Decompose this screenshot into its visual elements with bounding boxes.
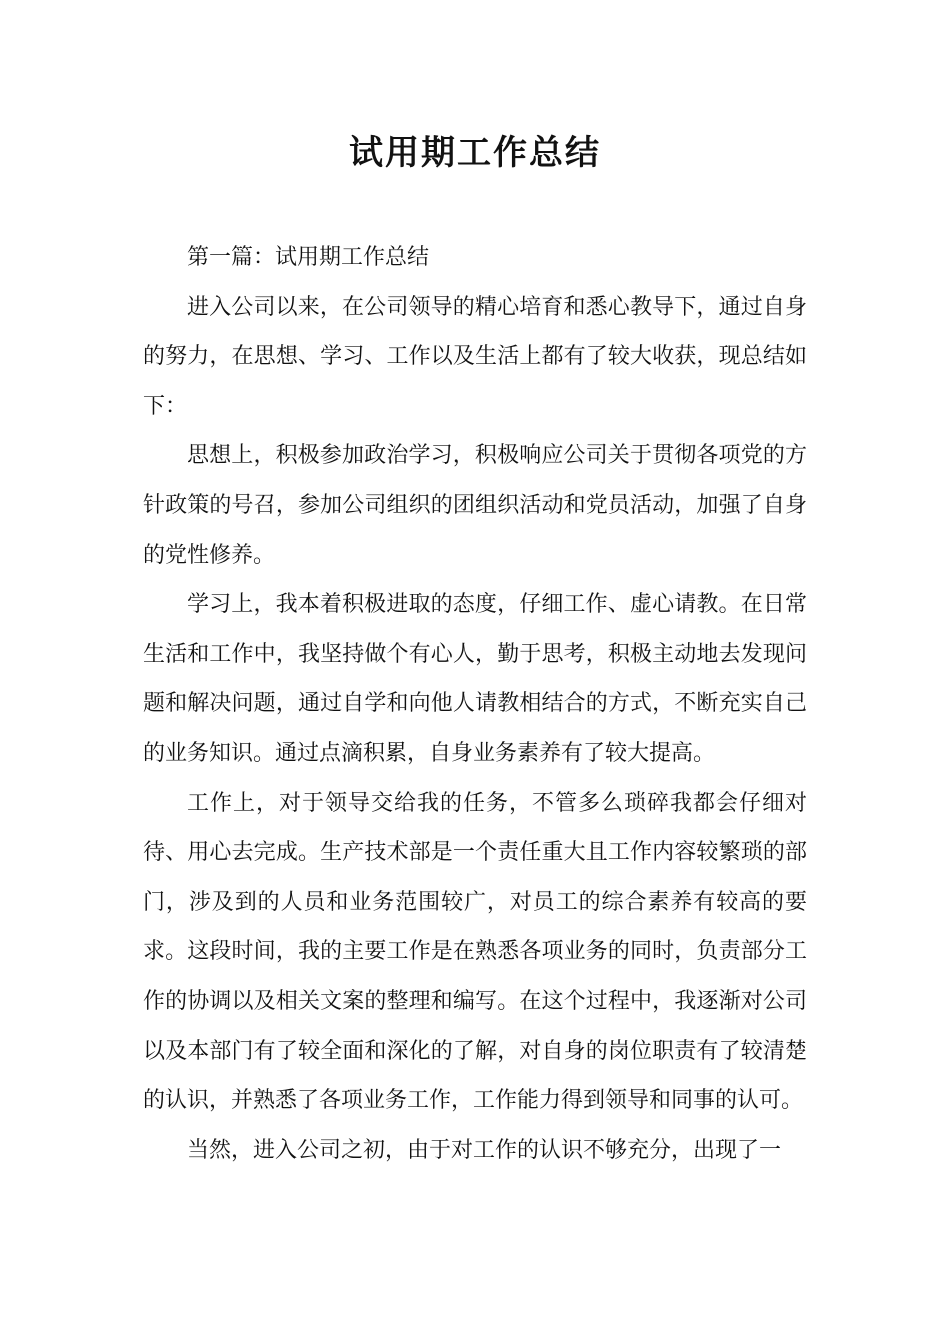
- paragraph-intro: 进入公司以来，在公司领导的精心培育和悉心教导下，通过自身的努力，在思想、学习、工作以及生活上都有了较大收获，现总结如下：: [143, 294, 807, 419]
- document-title: 试用期工作总结: [349, 133, 601, 173]
- paragraph-work: 工作上，对于领导交给我的任务，不管多么琐碎我都会仔细对待、用心去完成。生产技术部是一个责任重大且工作内容较繁琐的部门，涉及到的人员和业务范围较广，对员工的综合素养有较高的要求。这段时间，我的主要工作是在熟悉各项业务的同时，负责部分工作的协调以及相关文案的整理和编写。在这个过程中，我逐渐对公司以及本部门有了较全面和深化的了解，对自身的岗位职责有了较清楚的认识，并熟悉了各项业务工作，工作能力得到领导和同事的认可。: [143, 790, 807, 1114]
- section-heading: 第一篇：试用期工作总结: [187, 245, 430, 270]
- paragraph-study: 学习上，我本着积极进取的态度，仔细工作、虚心请教。在日常生活和工作中，我坚持做个有心人，勤于思考，积极主动地去发现问题和解决问题，通过自学和向他人请教相结合的方式，不断充实自己的业务知识。通过点滴积累，自身业务素养有了较大提高。: [143, 592, 807, 766]
- paragraph-shortcomings: 当然，进入公司之初，由于对工作的认识不够充分，出现了一: [187, 1137, 782, 1163]
- paragraph-thought: 思想上，积极参加政治学习，积极响应公司关于贯彻各项党的方针政策的号召，参加公司组织的团组织活动和党员活动，加强了自身的党性修养。: [143, 443, 807, 568]
- document-body: [143, 233, 807, 1175]
